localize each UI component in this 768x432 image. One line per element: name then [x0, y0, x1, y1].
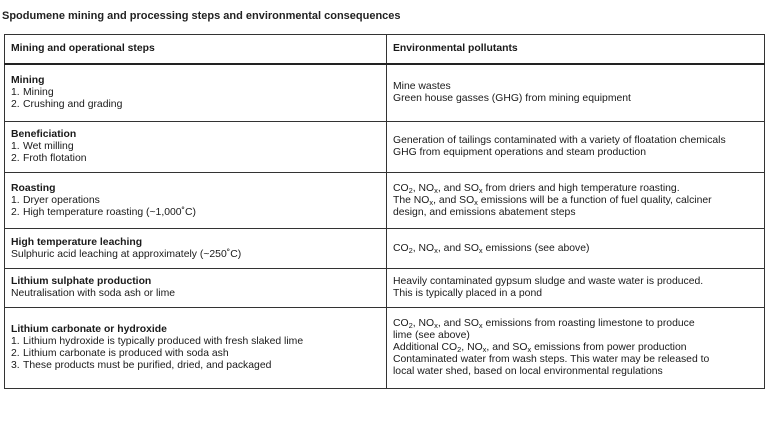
step-item: 1. Mining: [11, 87, 54, 98]
step-description: Neutralisation with soda ash or lime: [11, 288, 176, 299]
pollutant-line: local water shed, based on local environmental regulations: [393, 366, 663, 377]
pollutant-line: GHG from equipment operations and steam production: [393, 147, 646, 158]
step-cell: [5, 269, 387, 308]
step-cell: [5, 122, 387, 173]
header-row: [5, 35, 765, 65]
table-title: Spodumene mining and processing steps and environmental consequences: [2, 10, 401, 22]
step-heading: Beneficiation: [11, 129, 77, 140]
step-item: 1. Dryer operations: [11, 194, 100, 206]
step-heading: Lithium carbonate or hydroxide: [11, 324, 167, 335]
step-item: 2. High temperature roasting (~1,000˚C): [11, 206, 196, 218]
header-pollutants: Environmental pollutants: [387, 35, 765, 65]
step-cell: [5, 308, 387, 389]
pollutant-line: Additional $CO_2$, $NO_x$, and $SO_x$ emissions from power production: [393, 342, 687, 354]
table-row: [5, 173, 765, 229]
table-row: [5, 229, 765, 269]
pollutant-cell: [387, 173, 765, 229]
process-table: [4, 34, 765, 389]
step-item: 2. Froth flotation: [11, 153, 87, 164]
table-row: [5, 122, 765, 173]
step-cell: [5, 64, 387, 122]
pollutant-line: Green house gasses (GHG) from mining equipment: [393, 93, 631, 104]
pollutant-line: Contaminated water from wash steps. This water may be released to: [393, 354, 710, 365]
step-item: 3. These products must be purified, dried, and packaged: [11, 360, 272, 371]
step-cell: [5, 229, 387, 269]
header-steps: Mining and operational steps: [5, 35, 387, 65]
pollutant-line: The $NO_x$, and $SO_x$ emissions will be a function of fuel quality, calciner: [393, 194, 712, 207]
pollutant-line: design, and emissions abatement steps: [393, 206, 576, 218]
step-item: 2. Crushing and grading: [11, 99, 123, 110]
pollutant-cell: [387, 308, 765, 389]
pollutant-line: lime (see above): [393, 330, 470, 341]
step-description: Sulphuric acid leaching at approximately (~250˚C): [11, 248, 242, 260]
pollutant-cell: [387, 64, 765, 122]
table-row: [5, 64, 765, 122]
pollutant-cell: [387, 229, 765, 269]
table-row: [5, 269, 765, 308]
table-row: [5, 308, 765, 389]
pollutant-line: Mine wastes: [393, 81, 451, 92]
pollutant-cell: [387, 269, 765, 308]
pollutant-line: $CO_2$, $NO_x$, and $SO_x$ from driers and high temperature roasting.: [393, 182, 680, 195]
step-heading: Mining: [11, 75, 45, 86]
pollutant-line: Generation of tailings contaminated with a variety of floatation chemicals: [393, 135, 726, 146]
step-item: 2. Lithium carbonate is produced with soda ash: [11, 348, 229, 359]
pollutant-line: $CO_2$, $NO_x$, and $SO_x$ emissions from roasting limestone to produce: [393, 318, 695, 330]
pollutant-line: This is typically placed in a pond: [393, 288, 543, 299]
pollutant-cell: [387, 122, 765, 173]
step-cell: [5, 173, 387, 229]
pollutant-line: Heavily contaminated gypsum sludge and waste water is produced.: [393, 276, 704, 287]
step-heading: Roasting: [11, 182, 56, 194]
step-item: 1. Wet milling: [11, 141, 74, 152]
pollutant-line: $CO_2$, $NO_x$, and $SO_x$ emissions (see above): [393, 242, 590, 255]
step-heading: High temperature leaching: [11, 236, 143, 248]
step-heading: Lithium sulphate production: [11, 276, 152, 287]
step-item: 1. Lithium hydroxide is typically produced with fresh slaked lime: [11, 336, 304, 347]
